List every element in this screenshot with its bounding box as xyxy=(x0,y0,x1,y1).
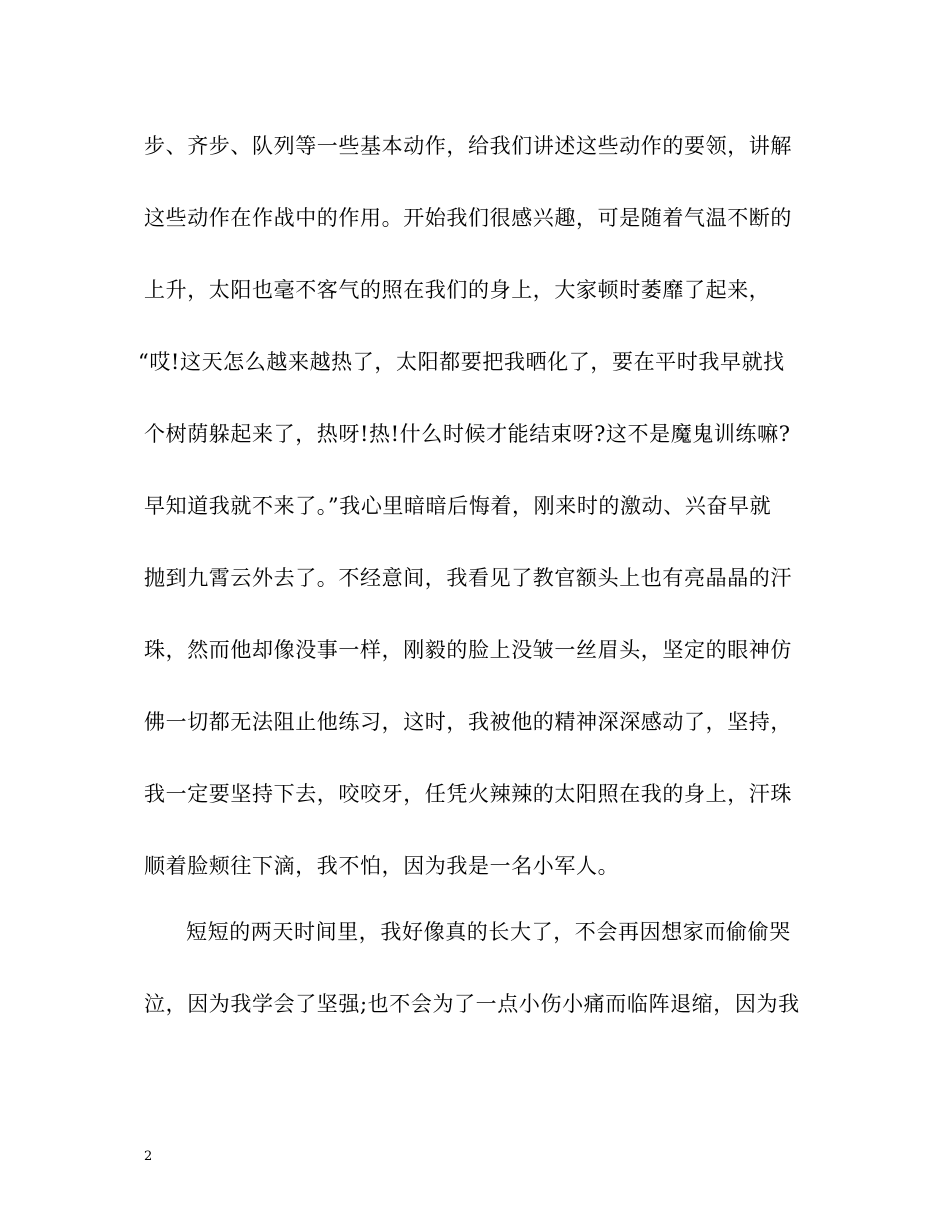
text-line-4: “哎!这天怎么越来越热了，太阳都要把我晒化了，要在平时我早就找 xyxy=(138,350,785,374)
text-line-5: 个树荫躲起来了，热呀!热!什么时候才能结束呀?这不是魔鬼训练嘛? xyxy=(144,422,791,446)
text-line-7: 抛到九霄云外去了。不经意间，我看见了教官额头上也有亮晶晶的汗 xyxy=(144,566,792,590)
text-line-6: 早知道我就不来了。”我心里暗暗后悔着，刚来时的激动、兴奋早就 xyxy=(144,494,772,518)
text-line-2: 这些动作在作战中的作用。开始我们很感兴趣，可是随着气温不断的 xyxy=(144,206,792,230)
text-line-12: 短短的两天时间里，我好像真的长大了，不会再因想家而偷偷哭 xyxy=(186,920,791,944)
page-number: 2 xyxy=(144,1149,153,1164)
text-line-11: 顺着脸颊往下滴，我不怕，因为我是一名小军人。 xyxy=(144,854,620,878)
text-line-13: 泣，因为我学会了坚强;也不会为了一点小伤小痛而临阵退缩，因为我 xyxy=(144,992,800,1016)
text-line-1: 步、齐步、队列等一些基本动作，给我们讲述这些动作的要领，讲解 xyxy=(144,134,792,158)
text-line-3: 上升，太阳也毫不客气的照在我们的身上，大家顿时萎靡了起来， xyxy=(144,278,771,302)
text-line-10: 我一定要坚持下去，咬咬牙，任凭火辣辣的太阳照在我的身上，汗珠 xyxy=(144,782,792,806)
text-line-9: 佛一切都无法阻止他练习，这时，我被他的精神深深感动了，坚持， xyxy=(144,710,792,734)
text-line-8: 珠，然而他却像没事一样，刚毅的脸上没皱一丝眉头，坚定的眼神仿 xyxy=(144,638,792,662)
